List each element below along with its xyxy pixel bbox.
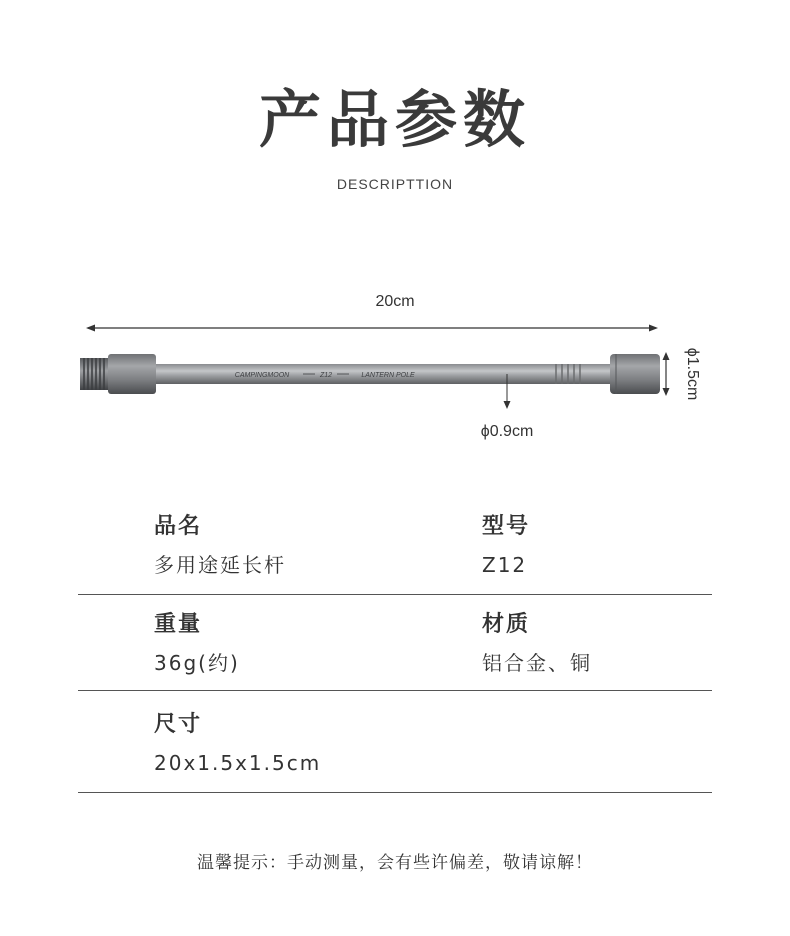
spec-label: 品名 — [154, 514, 203, 539]
spec-value: 铝合金、铜 — [482, 651, 592, 675]
spec-cell-weight — [154, 610, 240, 678]
length-dimension-arrow — [86, 325, 658, 332]
spec-cell-size — [154, 710, 321, 778]
spec-cell-product-name — [154, 512, 286, 580]
lantern-pole — [80, 354, 660, 394]
page-subtitle: DESCRIPTTION — [336, 176, 454, 192]
spec-row-size — [78, 710, 712, 793]
measurement-notice: 温馨提示：手动测量，会有些许偏差，敬请谅解！ — [197, 853, 593, 873]
spec-cell-material — [482, 610, 592, 678]
left-collar — [108, 354, 156, 394]
head-diameter-label: ϕ1.5cm — [684, 347, 701, 401]
spec-label: 重量 — [154, 612, 203, 637]
spec-value: 多用途延长杆 — [154, 553, 286, 577]
page-title: 产品参数 — [258, 83, 531, 156]
spec-label: 型号 — [482, 514, 531, 539]
right-cap — [610, 354, 660, 394]
head-diameter-arrow — [663, 352, 670, 396]
engraving-name: LANTERN POLE — [361, 372, 415, 379]
spec-value: 36g(约) — [154, 651, 240, 675]
spec-row-weight-material — [78, 610, 712, 691]
product-diagram — [0, 270, 790, 450]
engraving-model: Z12 — [319, 372, 333, 379]
spec-row-name-model — [78, 512, 712, 595]
spec-cell-model — [482, 512, 530, 580]
length-label: 20cm — [375, 293, 415, 310]
spec-label: 尺寸 — [154, 712, 203, 737]
pole-diameter-label: ϕ0.9cm — [480, 423, 534, 440]
spec-label: 材质 — [482, 612, 531, 637]
spec-value: 20x1.5x1.5cm — [154, 751, 322, 775]
spec-value: Z12 — [482, 553, 528, 577]
engraving-brand: CAMPINGMOON — [234, 372, 290, 379]
